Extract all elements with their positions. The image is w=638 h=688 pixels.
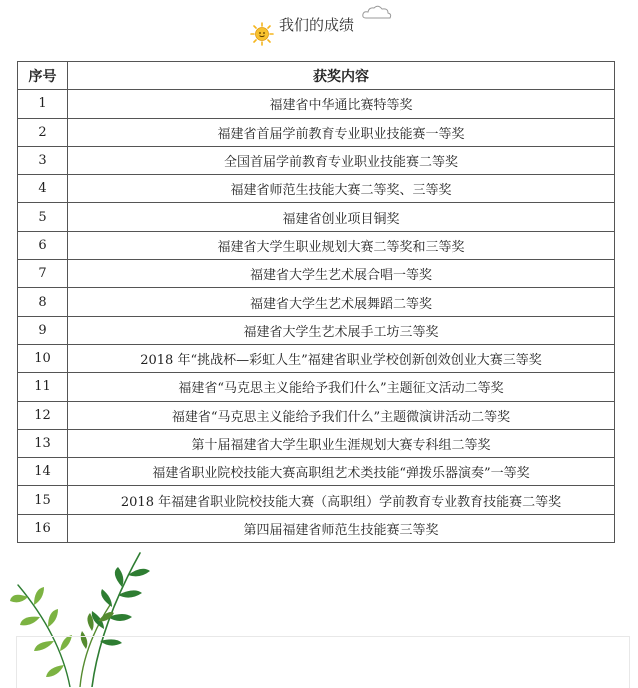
row-number: 1 xyxy=(18,90,68,118)
award-content: 福建省大学生职业规划大赛二等奖和三等奖 xyxy=(68,231,615,259)
column-header-award: 获奖内容 xyxy=(68,62,615,90)
award-content: 第四届福建省师范生技能赛三等奖 xyxy=(68,514,615,542)
table-row xyxy=(18,373,615,401)
award-content: 福建省大学生艺术展舞蹈二等奖 xyxy=(68,288,615,316)
table-row xyxy=(18,288,615,316)
content-card-edge xyxy=(16,636,630,688)
table-row xyxy=(18,231,615,259)
table-row xyxy=(18,486,615,514)
table-body xyxy=(18,90,615,543)
table-row xyxy=(18,203,615,231)
award-content: 2018 年福建省职业院校技能大赛（高职组）学前教育专业教育技能赛二等奖 xyxy=(68,486,615,514)
table-row xyxy=(18,90,615,118)
table-row xyxy=(18,344,615,372)
row-number: 15 xyxy=(18,486,68,514)
row-number: 4 xyxy=(18,175,68,203)
column-header-number: 序号 xyxy=(18,62,68,90)
table-row xyxy=(18,429,615,457)
sun-icon xyxy=(250,22,274,46)
table-row xyxy=(18,514,615,542)
award-content: 福建省师范生技能大赛二等奖、三等奖 xyxy=(68,175,615,203)
row-number: 7 xyxy=(18,260,68,288)
row-number: 10 xyxy=(18,344,68,372)
table-row xyxy=(18,175,615,203)
award-content: 2018 年“挑战杯—彩虹人生”福建省职业学校创新创效创业大赛三等奖 xyxy=(68,344,615,372)
table-row xyxy=(18,458,615,486)
row-number: 2 xyxy=(18,118,68,146)
table-header-row xyxy=(18,62,615,90)
table-row xyxy=(18,260,615,288)
table-row xyxy=(18,146,615,174)
award-content: 福建省“马克思主义能给予我们什么”主题征文活动二等奖 xyxy=(68,373,615,401)
award-content: 福建省首届学前教育专业职业技能赛一等奖 xyxy=(68,118,615,146)
row-number: 12 xyxy=(18,401,68,429)
award-content: 福建省职业院校技能大赛高职组艺术类技能“弹拨乐器演奏”一等奖 xyxy=(68,458,615,486)
award-content: 全国首届学前教育专业职业技能赛二等奖 xyxy=(68,146,615,174)
table-row xyxy=(18,118,615,146)
table-row xyxy=(18,401,615,429)
award-content: 福建省中华通比赛特等奖 xyxy=(68,90,615,118)
row-number: 11 xyxy=(18,373,68,401)
page-title: 我们的成绩 xyxy=(279,16,355,34)
row-number: 16 xyxy=(18,514,68,542)
row-number: 13 xyxy=(18,429,68,457)
row-number: 9 xyxy=(18,316,68,344)
award-content: 福建省创业项目铜奖 xyxy=(68,203,615,231)
awards-table xyxy=(17,61,615,543)
row-number: 6 xyxy=(18,231,68,259)
cloud-icon xyxy=(360,2,394,22)
award-content: 福建省大学生艺术展合唱一等奖 xyxy=(68,260,615,288)
award-content: 福建省大学生艺术展手工坊三等奖 xyxy=(68,316,615,344)
award-content: 福建省“马克思主义能给予我们什么”主题微演讲活动二等奖 xyxy=(68,401,615,429)
row-number: 3 xyxy=(18,146,68,174)
header xyxy=(0,0,638,50)
award-content: 第十届福建省大学生职业生涯规划大赛专科组二等奖 xyxy=(68,429,615,457)
row-number: 14 xyxy=(18,458,68,486)
row-number: 8 xyxy=(18,288,68,316)
table-row xyxy=(18,316,615,344)
row-number: 5 xyxy=(18,203,68,231)
